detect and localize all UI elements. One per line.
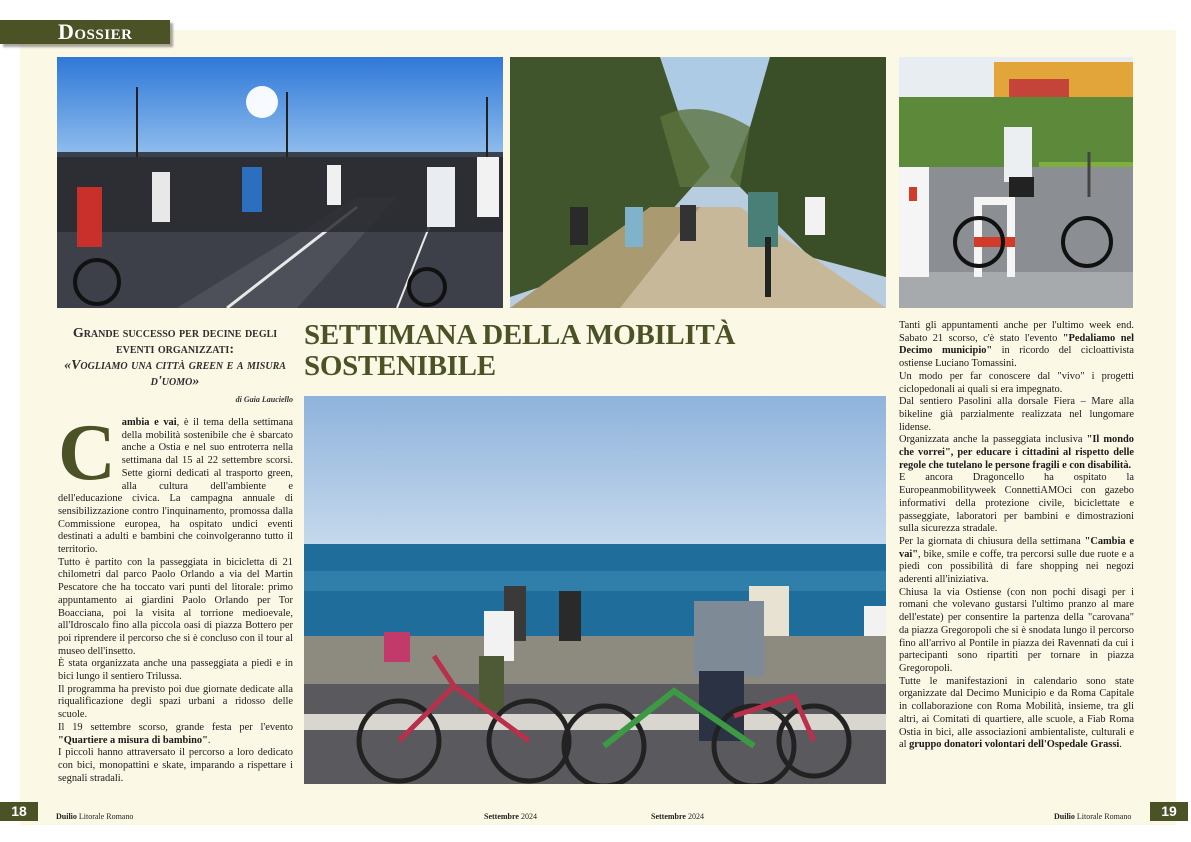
- paragraph-text: Per la giornata di chiusura della settimana: [899, 535, 1085, 547]
- issue-year: 2024: [685, 812, 704, 821]
- paragraph-text: , bike, smile e coffe, tra percorsi sulle due ruote e a piedi con possibilità di fare shopping nei negozi aderenti all'iniziativa.: [899, 548, 1134, 586]
- paragraph-text: Tanti gli appuntamenti anche per l'ultimo week end. Sabato 21 scorso, c'è stato l'evento: [899, 320, 1134, 344]
- publication-sub: Litorale Romano: [76, 812, 134, 821]
- issue-month: Settembre: [484, 812, 519, 821]
- section-banner: [0, 20, 170, 44]
- event-name: "Quartiere a misura di bambino": [58, 734, 208, 746]
- page-number-right: 19: [1150, 802, 1188, 821]
- photo-woman-bike: [899, 57, 1133, 308]
- event-name: "Cambia e vai": [899, 535, 1134, 560]
- photo-cyclists-path: [510, 57, 886, 308]
- issue-month: Settembre: [651, 812, 686, 821]
- publication-sub: Litorale Romano: [1074, 812, 1132, 821]
- issue-year: 2024: [518, 812, 537, 821]
- paragraph: Chiusa la via Ostiense (con non pochi disagi per i romani che volevano gustarsi l'ultimo pranzo al mare dell'estate) per consentire la partenza della "carovana" da piazza Gregoropoli che si è snodata lungo il percorso fino all'arrivo al Pontile in piazza dei Ravennati da cui i partecipanti sono ripartiti per tornare in piazza Gregoropoli.: [899, 586, 1134, 674]
- lead-bold: ambia e vai: [121, 417, 177, 428]
- paragraph: Un modo per far conoscere dal "vivo" i progetti ciclopedonali ai quali si era impegnato.: [899, 370, 1134, 395]
- title-line-1: SETTIMANA DELLA MOBILITÀ: [304, 319, 736, 351]
- paragraph: [899, 320, 1134, 371]
- paragraph-text: Organizzata anche la passeggiata inclusiva: [899, 434, 1087, 446]
- paragraph: Il programma ha previsto poi due giornate dedicate alla riqualificazione degli spazi urbani a ridosso delle scuole.: [58, 683, 293, 721]
- paragraph: È stata organizzata anche una passeggiata a piedi e in bici lungo il sentiero Trilussa.: [58, 658, 293, 683]
- article-column-left: [58, 409, 293, 785]
- paragraph: Tutto è partito con la passeggiata in bicicletta di 21 chilometri dal parco Paolo Orlando a via del Martin Pescatore che ha toccato vari punti del litorale: primo appuntamento ai giardini Paolo Orlando per Tor Boacciana, poi la visita al torrione medioevale, all'Idroscalo fino alla piccola oasi di piazza Bottero per poi riprendere il percorso che si è concluso con il tour al museo dell'insetto.: [58, 556, 293, 657]
- title-line-2: SOSTENIBILE: [304, 350, 496, 382]
- section-label: Dossier: [58, 19, 133, 44]
- footer-date-left: [484, 812, 537, 821]
- paragraph-text: in ricordo del cicloattivista ostiense Luciano Tomassini.: [899, 345, 1134, 370]
- article-column-right: [899, 320, 1134, 752]
- paragraph: [899, 536, 1134, 587]
- paragraph: E ancora Dragoncello ha ospitato la Europeanmobilityweek ConnettiAMOci con gazebo informativi della protezione civile, biciclettate e passeggiate, laboratori per bambini e dimostrazioni sulla sicurezza stradale.: [899, 472, 1134, 535]
- footer-publication-left: [56, 812, 133, 821]
- paragraph-text: .: [1119, 739, 1122, 751]
- paragraph-text: Il 19 settembre scorso, grande festa per l'evento: [58, 721, 293, 733]
- publication-name: Duilio: [56, 812, 77, 821]
- subhead-line: Grande successo per decine degli eventi organizzati:: [72, 326, 278, 357]
- page-number-left: 18: [0, 802, 38, 821]
- paragraph-text: , è il tema della settimana della mobilità sostenibile che è sbarcato anche a Ostia e nel suo entroterra nella settimana dal 15 al 22 settembre scorsi. Sette giorni dedicati al trasporto green, alla cultura dell'ambiente e dell'educazione civica. La campagna annuale di sensibilizzazione contro l'inquinamento, promossa dalla Commissione europea, ha ospitato undici eventi destinati a adulti e bambini che coinvolgeranno tutto il territorio.: [58, 417, 293, 556]
- photo-cyclists-crowd: [57, 57, 503, 308]
- photo-seaside-cyclists: [304, 396, 886, 784]
- subhead-quote: «Vogliamo una città green e a misura d'uomo»: [64, 358, 286, 389]
- publication-name: Duilio: [1054, 812, 1075, 821]
- article-title: [304, 320, 864, 382]
- footer-publication-right: [1054, 812, 1131, 821]
- event-name: "Pedaliamo nel Decimo municipio": [899, 332, 1134, 357]
- paragraph: [58, 409, 293, 557]
- paragraph: [899, 434, 1134, 472]
- byline: di Gaia Lauciello: [235, 395, 293, 404]
- event-name: "Il mondo che vorrei", per educare i cittadini al rispetto delle regole che tutelano le persone fragili e con disabilità.: [899, 434, 1135, 471]
- paragraph-text: .: [207, 734, 211, 746]
- paragraph: [58, 722, 293, 747]
- footer-date-right: [651, 812, 704, 821]
- article-subhead: [60, 326, 290, 390]
- sponsor-name: gruppo donatori volontari dell'Ospedale Grassi: [909, 739, 1120, 751]
- drop-cap: C: [58, 409, 116, 497]
- paragraph: Dal sentiero Pasolini alla dorsale Fiera – Mare alla bikeline già parzialmente realizzata nel lungomare lidense.: [899, 396, 1134, 433]
- paragraph: [899, 676, 1134, 752]
- paragraph: I piccoli hanno attraversato il percorso a loro dedicato con bici, monopattini e skate, imparando a rispettare i segnali stradali.: [58, 747, 293, 784]
- paragraph-text: Tutte le manifestazioni in calendario sono state organizzate dal Decimo Municipio e da Roma Capitale in collaborazione con Roma Mobilità, insieme, tra gli altri, ai Comitati di quartiere, alle scuole, a Fiab Roma Ostia in bici, alle associazioni ambientaliste, culturali e al: [899, 675, 1134, 751]
